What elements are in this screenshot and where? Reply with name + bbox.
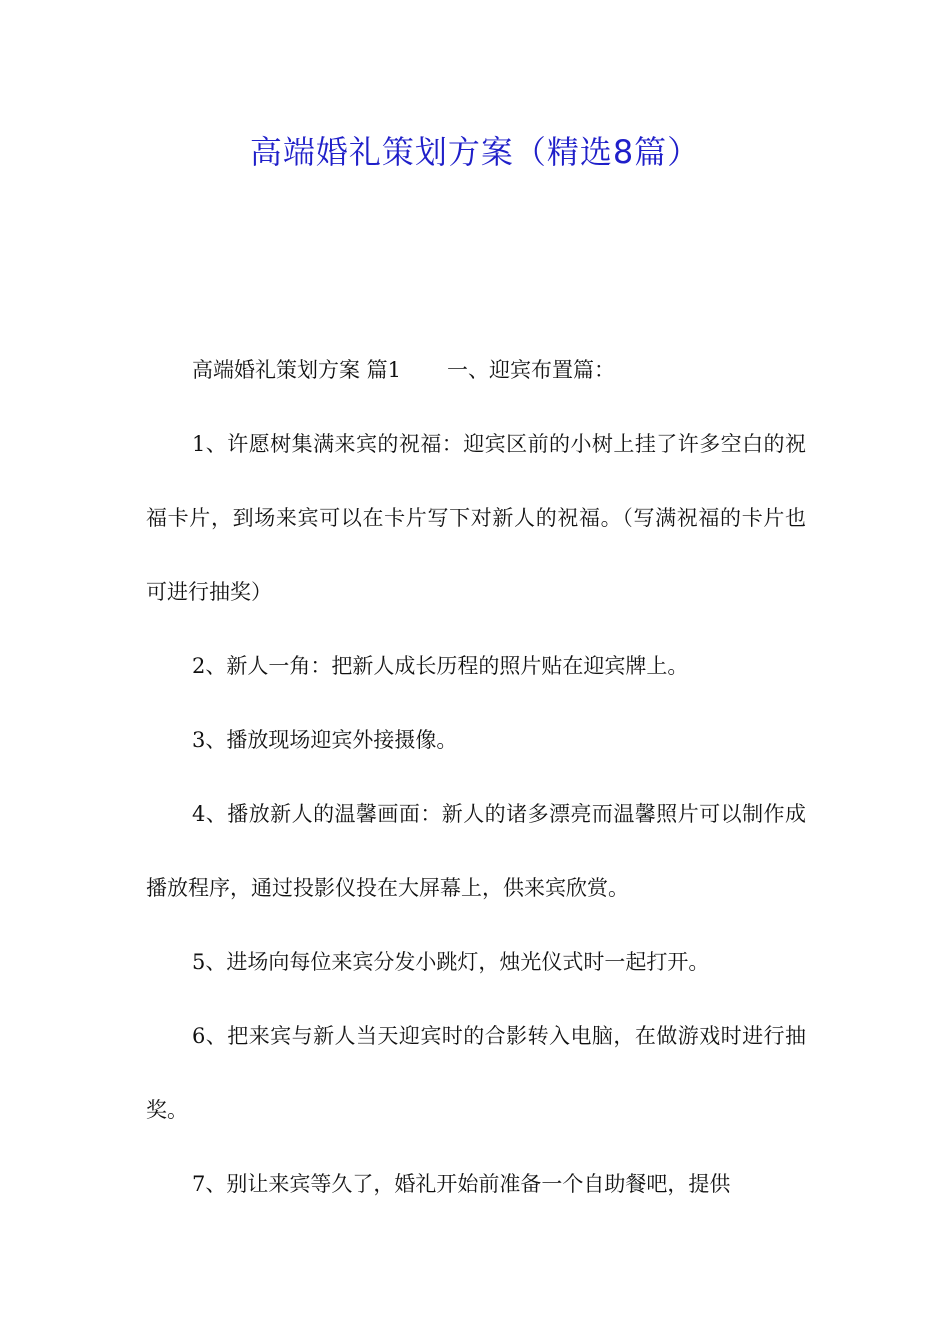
- document-body: [146, 333, 806, 1221]
- document-title: 高端婚礼策划方案（精选8篇）: [249, 133, 701, 171]
- section-heading: [146, 333, 806, 407]
- paragraph-6: 6、把来宾与新人当天迎宾时的合影转入电脑，在做游戏时进行抽奖。: [146, 1024, 806, 1122]
- paragraph-1: 1、许愿树集满来宾的祝福：迎宾区前的小树上挂了许多空白的祝福卡片，到场来宾可以在卡片写下对新人的祝福。（写满祝福的卡片也可进行抽奖）: [146, 432, 806, 604]
- chapter-heading: 高端婚礼策划方案 篇1: [192, 358, 402, 382]
- paragraph-2: 2、新人一角：把新人成长历程的照片贴在迎宾牌上。: [192, 654, 689, 678]
- paragraph-5: 5、进场向每位来宾分发小跳灯，烛光仪式时一起打开。: [192, 950, 710, 974]
- paragraph-3: 3、播放现场迎宾外接摄像。: [192, 728, 458, 752]
- paragraph-4: 4、播放新人的温馨画面：新人的诸多漂亮而温馨照片可以制作成播放程序，通过投影仪投在大屏幕上，供来宾欣赏。: [146, 802, 806, 900]
- paragraph-7: 7、别让来宾等久了，婚礼开始前准备一个自助餐吧，提供: [192, 1172, 731, 1196]
- section-subheading: 一、迎宾布置篇：: [447, 358, 616, 382]
